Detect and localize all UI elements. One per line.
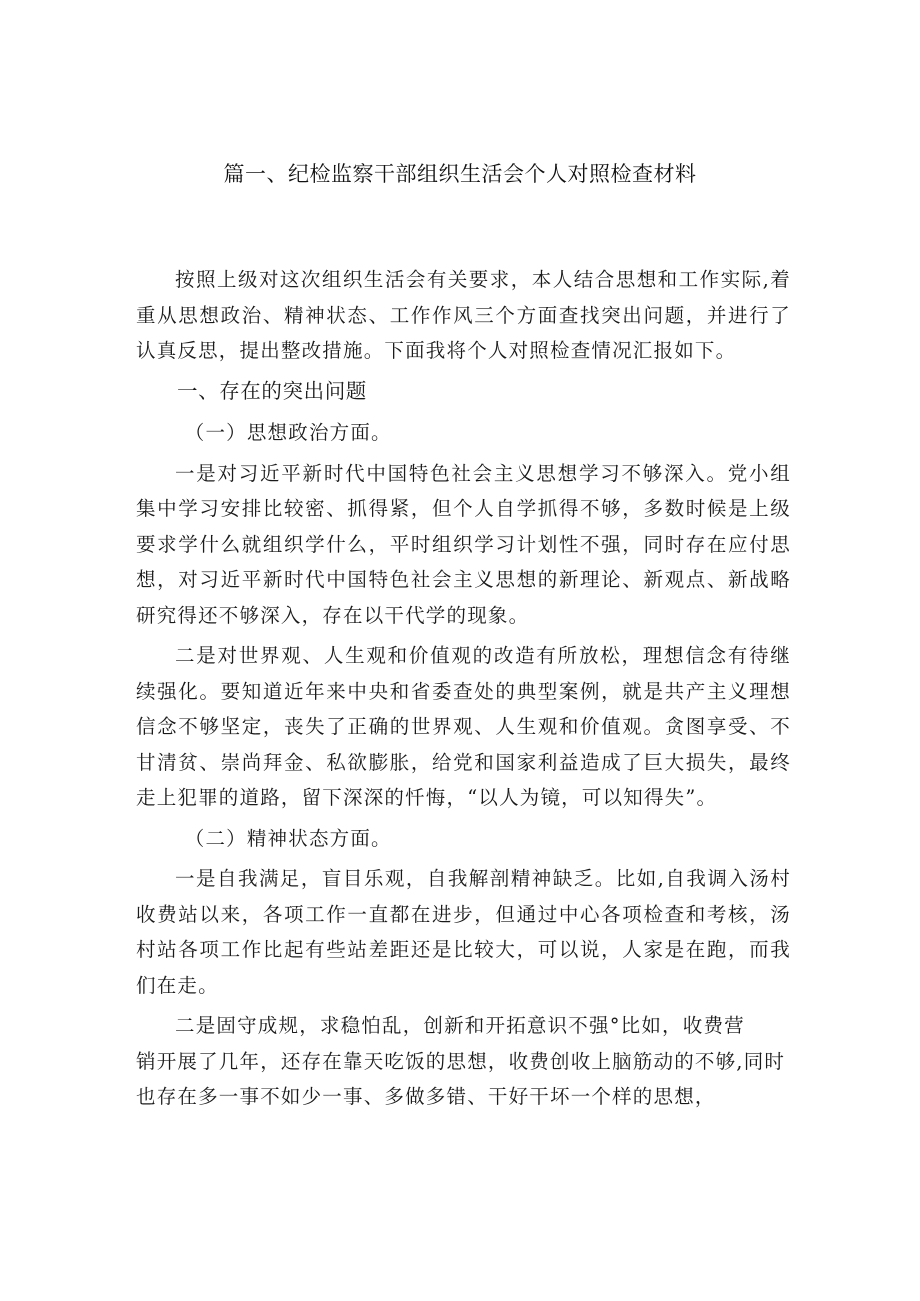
intro-paragraph: 按照上级对这次组织生活会有关要求，本人结合思想和工作实际,着重从思想政治、精神状态、工作作风三个方面查找突出问题，并进行了认真反思，提出整改措施。下面我将个人对照检查情况汇报如下。 — [136, 268, 791, 362]
body-paragraph: 二是固守成规，求稳怕乱，创新和开拓意识不强°比如，收费营 — [175, 1014, 745, 1037]
subsection-heading: （二）精神状态方面。 — [184, 826, 392, 850]
body-paragraph: 一是对习近平新时代中国特色社会主义思想学习不够深入。党小组集中学习安排比较密、抓得紧，但个人自学抓得不够，多数时候是上级要求学什么就组织学什么，平时组织学习计划性不强，同时存在应付思想，对习近平新时代中国特色社会主义思想的新理论、新观点、新战略研究得还不够深入，存在以干代学的现象。 — [136, 461, 791, 627]
document-title: 篇一、纪检监察干部组织生活会个人对照检查材料 — [223, 162, 697, 186]
body-paragraph-continued: 销开展了几年，还存在靠天吃饭的思想，收费创收上脑筋动的不够,同时也存在多一事不如少一事、多做多错、干好干坏一个样的思想， — [136, 1049, 786, 1108]
body-paragraph: 二是对世界观、人生观和价值观的改造有所放松，理想信念有待继续强化。要知道近年来中央和省委查处的典型案例，就是共产主义理想信念不够坚定，丧失了正确的世界观、人生观和价值观。贪图享受、不甘清贫、崇尚拜金、私欲膨胀，给党和国家利益造成了巨大损失，最终走上犯罪的道路，留下深深的忏悔，“以人为镜，可以知得失”。 — [136, 644, 791, 809]
body-paragraph: 一是自我满足，盲目乐观，自我解剖精神缺乏。比如,自我调入汤村收费站以来，各项工作一直都在进步，但通过中心各项检查和考核，汤村站各项工作比起有些站差距还是比较大，可以说，人家是在跑，而我们在走。 — [136, 867, 791, 997]
section-heading: 一、存在的突出问题 — [177, 378, 367, 403]
subsection-heading: （一）思想政治方面。 — [184, 421, 392, 444]
document-body — [136, 262, 791, 1120]
